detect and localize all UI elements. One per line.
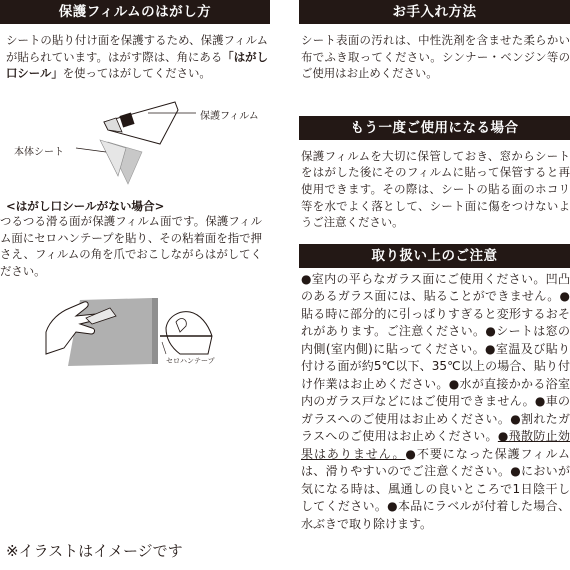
illustration-note: ※イラストはイメージです bbox=[6, 542, 183, 560]
film-text-part1: シートの貼り付け面を保護するため、保護フィルムが貼られています。はがす際は、角にある bbox=[6, 33, 268, 64]
film-text-bold: 「はがし口シール」 bbox=[6, 49, 268, 81]
caution-text bbox=[299, 271, 570, 534]
reuse-header: もう一度ご使用になる場合 bbox=[299, 116, 570, 140]
no-seal-heading: <はがし口シールがない場合> bbox=[6, 199, 165, 213]
film-text-part2: を使ってはがしてください。 bbox=[62, 66, 211, 81]
reuse-text: 保護フィルムを大切に保管しておき、窓からシートをはがした後にそのフィルムに貼って保管すると再使用できます。その際は、シートの貼る面のホコリ等を水でよく落として、シート面に傷をつけないようご注意ください。 bbox=[301, 148, 570, 230]
label-cellophane-tape: セロハンテープ bbox=[166, 357, 215, 365]
right-column bbox=[299, 0, 570, 533]
label-protective-film: 保護フィルム bbox=[200, 111, 259, 122]
left-column bbox=[0, 0, 270, 82]
film-removal-text bbox=[0, 32, 270, 82]
label-body-sheet: 本体シート bbox=[14, 147, 64, 158]
caution-header: 取り扱い上のご注意 bbox=[299, 244, 570, 268]
caution-text-part1: ●室内の平らなガラス面にご使用ください。凹凸のあるガラス面には、貼ることができません。●貼る時に部分的に引っぱりすぎると変形するおそれがあります。ご注意ください。●シートは窓の内側(室内側)に貼ってください。●室温及び貼り付ける面が約5℃以下、35℃以上の場合、貼り付け作業はお止めください。●水が直接かかる浴室内のガラス戸などにはご使用できません。●車のガラスへのご使用はお止めください。●割れたガラスへのご使用はお止めください。 bbox=[301, 271, 570, 444]
care-header: お手入れ方法 bbox=[299, 0, 570, 24]
caution-text-underlined: ●飛散防止効果はありません。 bbox=[301, 429, 570, 461]
care-text: シート表面の汚れは、中性洗剤を含ませた柔らかい布でふき取ってください。シンナー・ベンジン等のご使用はお止めください。 bbox=[301, 33, 570, 81]
right-hand-shape bbox=[166, 312, 212, 354]
caution-text-part2: ●不要になった保護フィルムは、滑りやすいのでご注意ください。●においが気になる時は、風通しの良いところで1日陰干ししてください。●本品にラベルが付着した場合、水ぶきで取り除けます。 bbox=[301, 446, 570, 531]
no-seal-text: つるつる滑る面が保護フィルム面です。保護フィルム面にセロハンテープを貼り、その粘着面を指で押さえ、フィルムの角を爪でおこしながらはがしてください。 bbox=[0, 214, 262, 278]
film-removal-header: 保護フィルムのはがし方 bbox=[0, 0, 270, 24]
